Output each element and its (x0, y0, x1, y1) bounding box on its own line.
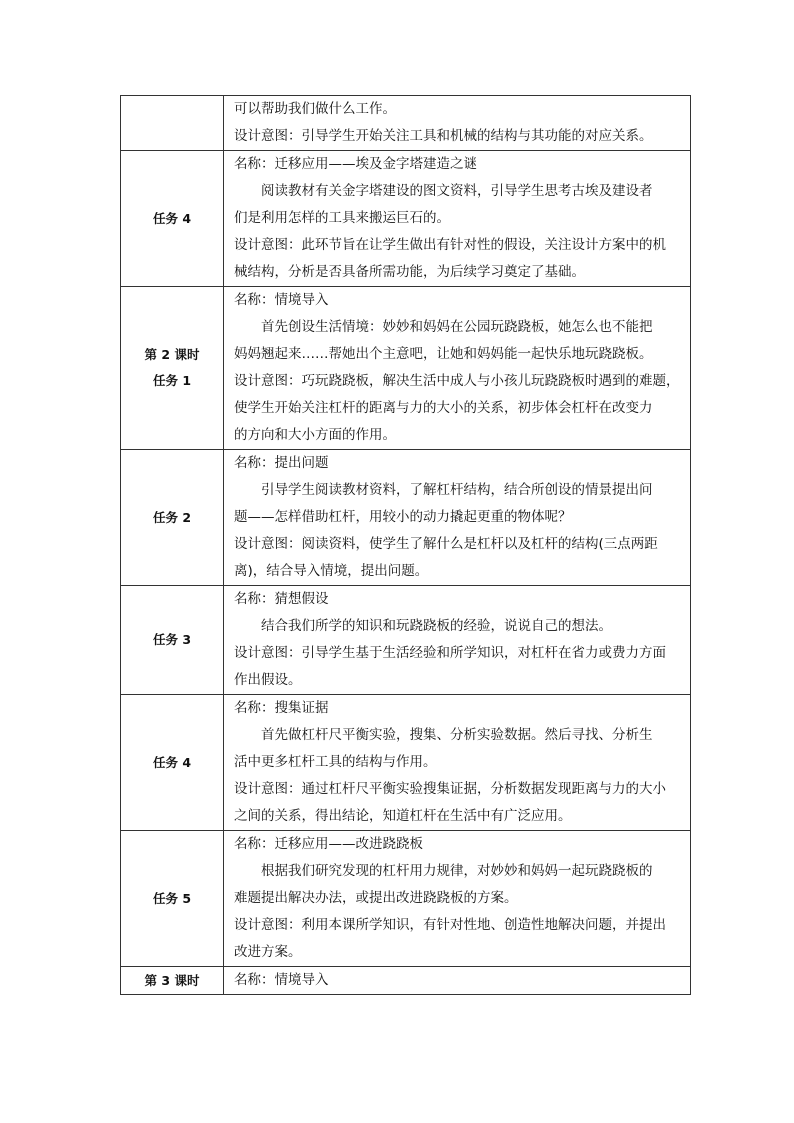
content-line: 名称：提出问题 (234, 455, 329, 471)
row-label-cell (121, 151, 224, 287)
content-line: 设计意图：巧玩跷跷板，解决生活中成人与小孩儿玩跷跷板时遇到的难题， (234, 373, 680, 389)
content-line: 题——怎样借助杠杆，用较小的动力撬起更重的物体呢？ (234, 509, 572, 525)
content-line: 首先做杠杆尺平衡实验，搜集、分析实验数据。然后寻找、分析生 (261, 727, 653, 743)
row-label-cell (121, 450, 224, 586)
content-line: 可以帮助我们做什么工作。 (234, 101, 396, 117)
row-label: 第 2 课时 (144, 347, 200, 362)
row-label-cell (121, 96, 224, 151)
table-row (121, 586, 691, 695)
content-line: 妈妈翘起来……帮她出个主意吧，让她和妈妈能一起快乐地玩跷跷板。 (234, 346, 653, 362)
content-line: 设计意图：此环节旨在让学生做出有针对性的假设，关注设计方案中的机 (234, 237, 666, 253)
row-label-cell (121, 287, 224, 450)
lesson-plan-table (120, 95, 691, 995)
content-line: 使学生开始关注杠杆的距离与力的大小的关系，初步体会杠杆在改变力 (234, 400, 653, 416)
content-line: 名称：搜集证据 (234, 700, 329, 716)
row-content-cell (224, 586, 691, 695)
row-label: 任务 2 (152, 509, 192, 525)
content-line: 名称：猜想假设 (234, 591, 329, 607)
content-line: 设计意图：利用本课所学知识，有针对性地、创造性地解决问题，并提出 (234, 917, 666, 933)
table-row (121, 151, 691, 287)
content-line: 的方向和大小方面的作用。 (234, 427, 396, 443)
row-label: 任务 3 (152, 632, 192, 647)
row-content-cell (224, 450, 691, 586)
content-line: 作出假设。 (234, 672, 302, 688)
row-content-cell (224, 151, 691, 287)
row-label: 任务 1 (152, 373, 192, 388)
table-row (121, 96, 691, 151)
row-label-cell (121, 695, 224, 831)
content-line: 们是利用怎样的工具来搬运巨石的。 (234, 210, 450, 226)
content-line: 引导学生阅读教材资料，了解杠杆结构，结合所创设的情景提出问 (261, 482, 653, 498)
row-label: 任务 5 (152, 890, 192, 906)
content-line: 阅读教材有关金字塔建设的图文资料，引导学生思考古埃及建设者 (261, 183, 653, 199)
row-content-cell (224, 831, 691, 967)
content-line: 设计意图：引导学生开始关注工具和机械的结构与其功能的对应关系。 (234, 128, 653, 144)
content-line: 改进方案。 (234, 944, 302, 960)
lesson-plan-body (121, 96, 691, 995)
table-row (121, 450, 691, 586)
row-label-cell (121, 586, 224, 695)
table-row (121, 695, 691, 831)
content-line: 名称：迁移应用——改进跷跷板 (234, 836, 423, 852)
content-line: 名称：迁移应用——埃及金字塔建造之谜 (234, 156, 477, 172)
content-line: 设计意图：阅读资料，使学生了解什么是杠杆以及杠杆的结构(三点两距 (234, 536, 658, 552)
content-line: 活中更多杠杆工具的结构与作用。 (234, 754, 437, 770)
row-content-cell (224, 967, 691, 995)
row-content-cell (224, 96, 691, 151)
content-line: 结合我们所学的知识和玩跷跷板的经验，说说自己的想法。 (261, 618, 612, 634)
content-line: 难题提出解决办法，或提出改进跷跷板的方案。 (234, 890, 518, 906)
content-line: 械结构，分析是否具备所需功能，为后续学习奠定了基础。 (234, 264, 585, 280)
content-line: 设计意图：通过杠杆尺平衡实验搜集证据，分析数据发现距离与力的大小 (234, 781, 666, 797)
content-line: 名称：情境导入 (234, 972, 329, 988)
content-line: 离)，结合导入情境，提出问题。 (234, 563, 429, 579)
row-label: 第 3 课时 (144, 972, 200, 988)
content-line: 根据我们研究发现的杠杆用力规律，对妙妙和妈妈一起玩跷跷板的 (261, 863, 653, 879)
row-content-cell (224, 695, 691, 831)
content-line: 名称：情境导入 (234, 292, 329, 308)
table-row (121, 831, 691, 967)
content-line: 首先创设生活情境：妙妙和妈妈在公园玩跷跷板，她怎么也不能把 (261, 319, 653, 335)
row-label-cell (121, 967, 224, 995)
row-label: 任务 4 (152, 210, 192, 226)
table-row (121, 967, 691, 995)
row-label: 任务 4 (152, 754, 192, 770)
content-line: 之间的关系，得出结论，知道杠杆在生活中有广泛应用。 (234, 808, 572, 824)
row-content-cell (224, 287, 691, 450)
content-line: 设计意图：引导学生基于生活经验和所学知识，对杠杆在省力或费力方面 (234, 645, 666, 661)
table-row (121, 287, 691, 450)
row-label-cell (121, 831, 224, 967)
